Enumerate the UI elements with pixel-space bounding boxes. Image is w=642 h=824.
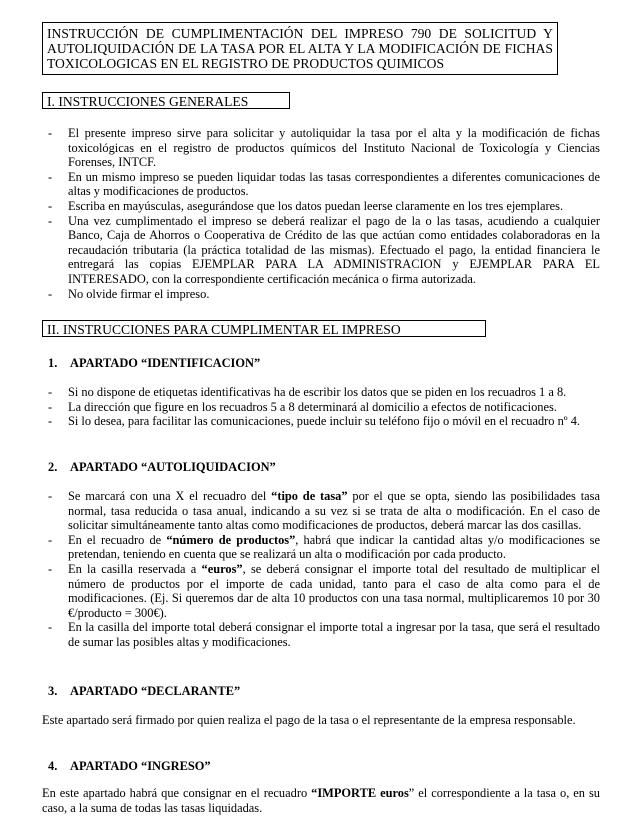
ingreso-paragraph: En este apartado habrá que consignar en el recuadro “IMPORTE euros” el correspondiente a la tasa o, en su caso, a la suma de todas las tasas liquidadas. <box>42 786 600 815</box>
section-heading-impreso: II. INSTRUCCIONES PARA CUMPLIMENTAR EL IMPRESO <box>42 320 486 337</box>
list-item: - El presente impreso sirve para solicitar y autoliquidar la tasa por el alta y la modificación de fichas toxicológicas en el registro de productos químicos del Instituto Nacional de Toxicología y Ciencias Forenses, INTCF. <box>48 126 600 170</box>
list-item: - Una vez cumplimentado el impreso se deberá realizar el pago de la o las tasas, acudiendo a cualquier Banco, Caja de Ahorros o Cooperativa de Crédito de las que actúan como entidades colaboradoras en la recaudación tributaria (la práctica totalidad de las mismas). Efectuado el pago, la entidad financiera le entregará las copias EJEMPLAR PARA LA ADMINISTRACION y EJEMPLAR PARA EL INTERESADO, con la correspondiente certificación mecánica o firma autorizada. <box>48 213 600 286</box>
list-item: - No olvide firmar el impreso. <box>48 286 210 301</box>
subsection-heading-autoliquidacion: 2. APARTADO “AUTOLIQUIDACION” <box>48 460 276 474</box>
autoliquidacion-list <box>42 489 600 650</box>
list-item: - En el recuadro de “número de productos”, habrá que indicar la cantidad altas y/o modificaciones se pretendan, teniendo en cuenta que se realizará un alta o modificación por cada producto. <box>48 532 601 562</box>
list-item: - Se marcará con una X el recuadro del “tipo de tasa” por el que se opta, siendo las posibilidades tasa normal, tasa reducida o tasa anual, indicando a su vez si se trata de alta o modificación. En el caso de solicitar simultáneamente tanto altas como modificaciones de productos, deberá marcar las dos casillas. <box>48 489 600 533</box>
subsection-heading-identificacion: 1. APARTADO “IDENTIFICACION” <box>48 356 261 370</box>
document-title: INSTRUCCIÓN DE CUMPLIMENTACIÓN DEL IMPRESO 790 DE SOLICITUD Y AUTOLIQUIDACIÓN DE LA TASA POR EL ALTA Y LA MODIFICACIÓN DE FICHAS TOXICOLOGICAS EN EL REGISTRO DE PRODUCTOS QUIMICOS <box>42 22 558 75</box>
subsection-heading-ingreso: 4. APARTADO “INGRESO” <box>48 759 211 773</box>
identificacion-list <box>42 385 600 429</box>
declarante-paragraph: Este apartado será firmado por quien realiza el pago de la tasa o el representante de la empresa responsable. <box>42 713 576 727</box>
list-item: - Si lo desea, para facilitar las comunicaciones, puede incluir su teléfono fijo o móvil en el recuadro nº 4. <box>48 414 581 429</box>
list-item: - En la casilla reservada a “euros”, se deberá consignar el importe total del resultado de multiplicar el número de productos por el importe de cada unidad, tanto para el caso de alta como para el de modificaciones. (Ej. Si queremos dar de alta 10 productos con una tasa normal, multiplicaremos 10 por 30 €/producto = 300€). <box>48 561 600 620</box>
list-item: - Escriba en mayúsculas, asegurándose que los datos puedan leerse claramente en los tres ejemplares. <box>48 198 564 213</box>
list-item: - Si no dispone de etiquetas identificativas ha de escribir los datos que se piden en los recuadros 1 a 8. <box>48 385 567 399</box>
list-item: - La dirección que figure en los recuadros 5 a 8 determinará al domicilio a efectos de notificaciones. <box>48 399 557 414</box>
list-item: - En un mismo impreso se pueden liquidar todas las tasas correspondientes a diferentes comunicaciones de altas y modificaciones de productos. <box>48 169 600 199</box>
list-item: - En la casilla del importe total deberá consignar el importe total a ingresar por la tasa, que será el resultado de sumar las posibles altas y modificaciones. <box>48 620 600 649</box>
subsection-heading-declarante: 3. APARTADO “DECLARANTE” <box>48 684 241 698</box>
section-heading-general: I. INSTRUCCIONES GENERALES <box>42 92 290 109</box>
general-instructions-list <box>42 126 600 301</box>
